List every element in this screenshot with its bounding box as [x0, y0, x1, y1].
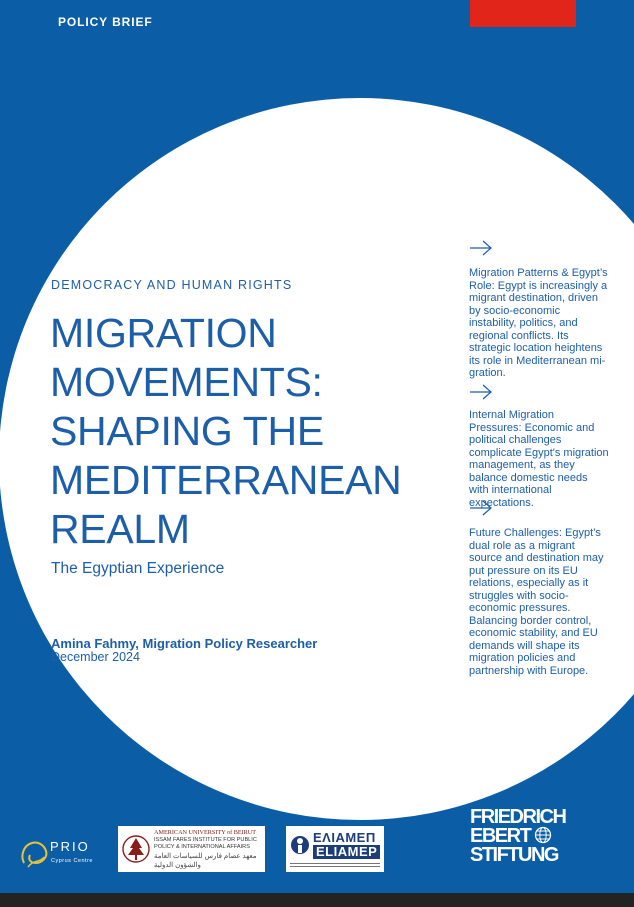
ifi-arabic-line-1: معهد عصام فارس للسياسات العامة: [154, 853, 257, 860]
subtitle: The Egyptian Experience: [51, 560, 225, 577]
cedar-emblem-icon: [122, 832, 150, 866]
aub-ifi-logo: [118, 826, 265, 872]
arrow-right-icon: [469, 240, 493, 256]
title-line: MEDITERRANEAN: [50, 457, 402, 503]
prio-logo-name: PRIO: [50, 839, 90, 854]
eliamep-greek-name: ΕΛΙΑΜΕΠ: [313, 830, 376, 845]
key-point-2: Internal Migration Pressures: Economic and political challenges complicate Egypt's migration management, as they balance domestic needs with international expectations.: [469, 409, 609, 509]
ifi-name-line-2: POLICY & INTERNATIONAL AFFAIRS: [154, 844, 250, 850]
fes-logo-line: FRIEDRICH: [470, 806, 566, 828]
key-point-1: Migration Patterns & Egypt’s Role: Egypt is increasingly a migrant destination, driven by socio-economic instability, politics, and regional conflicts. Its strategic location heightens its role in Mediterranean mi-gration.: [469, 267, 608, 379]
title-line: MIGRATION: [50, 310, 277, 356]
title-line: SHAPING THE: [50, 408, 324, 454]
eliamep-emblem-icon: [290, 830, 310, 860]
eliamep-logo: [286, 826, 384, 872]
fes-logo-line: EBERT: [470, 825, 531, 847]
fes-logo-line: STIFTUNG: [470, 844, 558, 866]
bottom-band: [0, 893, 634, 907]
ifi-name-line-1: ISSAM FARES INSTITUTE FOR PUBLIC: [154, 837, 257, 843]
title-line: REALM: [50, 506, 190, 552]
eliamep-english-name: ELIAMEP: [313, 845, 380, 859]
author-line: Amina Fahmy, Migration Policy Researcher: [51, 636, 318, 651]
arrow-right-icon: [469, 384, 493, 400]
document-type-label: POLICY BRIEF: [58, 15, 153, 29]
ifi-arabic-line-2: والشؤون الدولية: [154, 862, 201, 869]
globe-icon: [534, 826, 552, 844]
aub-name: AMERICAN UNIVERSITY of BEIRUT: [154, 829, 257, 836]
red-accent-tab: [470, 0, 576, 27]
category-label: DEMOCRACY AND HUMAN RIGHTS: [51, 278, 293, 292]
prio-logo-subtitle: Cyprus Centre: [51, 858, 93, 864]
fes-logo: [470, 808, 580, 865]
key-point-3: Future Challenges: Egypt’s dual role as a migrant source and destination may put pressure on its EU relations, especially as it struggles with socio-economic pressures. Balancing border control, economic stability, and EU demands will shape its migration policies and partnership with Europe.: [469, 527, 604, 677]
page-title: [50, 309, 440, 554]
eliamep-fine-print: [290, 863, 380, 867]
publication-date: December 2024: [51, 650, 140, 664]
title-line: MOVEMENTS:: [50, 359, 323, 405]
arrow-right-icon: [469, 500, 493, 516]
